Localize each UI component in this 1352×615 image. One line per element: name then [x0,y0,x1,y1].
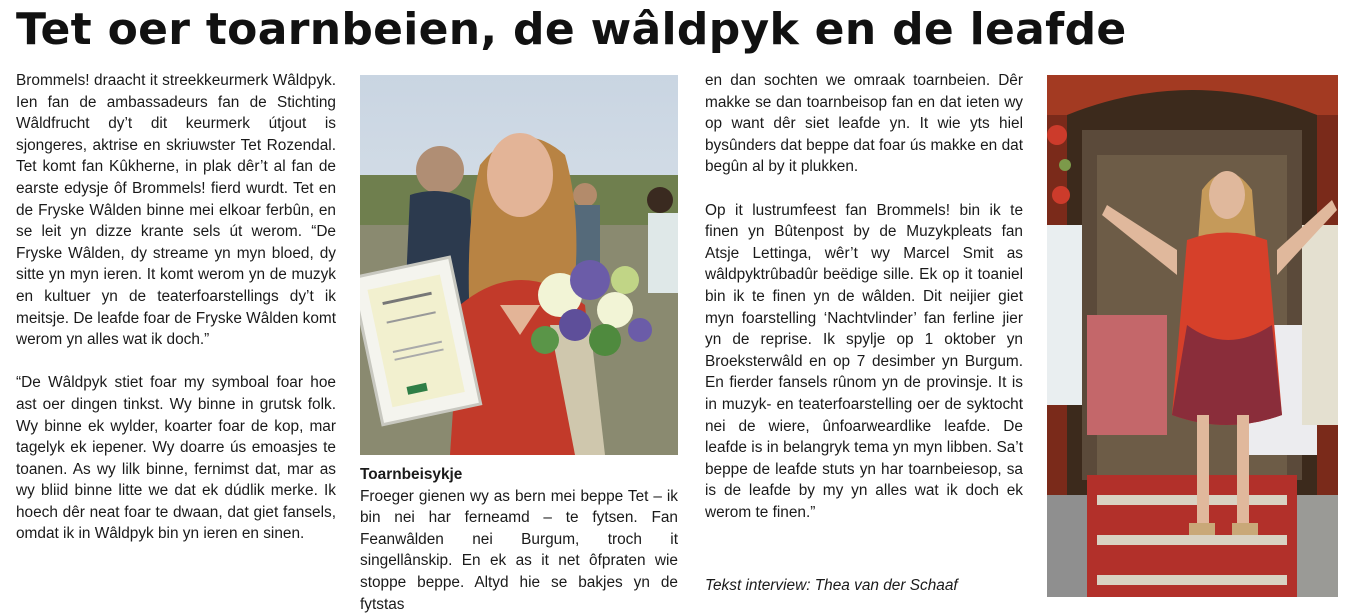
paragraph: Brommels! draacht it streekkeurmerk Wâldpyk. Ien fan de ambassadeurs fan de Stichting Wâldfrucht dy’t dit keurmerk útjout is sjongeres, aktrise en skriuwster Tet Rozendal. Tet komt fan Kûkherne, in plak dêr’t al fan de earste edysje ôf Brommels! fierd wurdt. Tet en de Fryske Wâlden binne mei elkoar ferbûn, en se leit yn dizze krante sels út werom. “De Fryske Wâlden, dy streame yn myn bloed, dy sitte yn myn ieren. It komt werom yn de muzyk en kultuer yn de teaterfoarstellings dy’t ik meitsje. De leafde foar de Fryske Wâlden komt werom yn alles wat ik doch.” [16,72,336,349]
photo-woman-certificate-bouquet [360,75,678,455]
section-subhead: Toarnbeisykje [360,466,463,483]
author-credit: Tekst interview: Thea van der Schaaf [705,577,958,594]
paragraph: “De Wâldpyk stiet foar my symboal foar hoe ast oer dingen tinkst. Wy binne in grutsk folk. Wy binne ek wylder, koarter foar de kop, mar tagelyk ek iepener. Wy doarre ús emoasjes te toanen. As wy lilk binne, fernimst dat, mar as wy bliid binne litte we dat ek dúdlik merke. Ik hoech dêr neat foar te dwaan, dat giet fansels, omdat ik in Wâldpyk bin yn ieren en sinen. [16,374,336,543]
paragraph: Op it lustrumfeest fan Brommels! bin ik te finen yn Bûtenpost by de Muzykpleats fan Atsje Lettinga, wêr’t wy Marcel Smit as wâldpyktrûbadûr beëdige sille. Ek op it toaniel bin ik te finen yn de wâlden. Dit neijier giet myn foarstelling ‘Nachtvlinder’ fan ferline jier yn de reprise. Ik spylje op 1 oktober yn Broeksterwâld en op 7 desimber yn Burgum. En fierder fansels rûnom yn de provinsje. It is in muzyk- en teaterfoarstelling oer de syktocht nei de wiere, ûnfoarweardlike leafde. De leafde is in belangryk tema yn myn libben. Sa’t beppe de leafde stuts yn har toarnbeiesop, sa is de leafde by my yn alles wat ik doch ek werom te finen.” [705,201,1023,521]
headline: Tet oer toarnbeien, de wâldpyk en de leafde [16,4,1127,55]
paragraph: en dan sochten we omraak toarnbeien. Dêr makke se dan toarnbeisop fan en dat ieten wy op want dêr siet leafde yn. It wie yts hiel bysûnders dat beppe dat foar ús makke en dat begûn al by it plukken. [705,72,1023,176]
article-column-2 [360,464,678,615]
paragraph: Froeger gienen wy as bern mei beppe Tet – ik bin nei har ferneamd – te fytsen. Fan Feanwâlden nei Burgum, troch it singellânskip. En ek as it net ôfpraten wie stoppe beppe. Altyd hie se bakjes yn de fytstas [360,487,678,613]
article-column-1 [16,70,336,545]
photo-woman-caravan [1047,75,1338,597]
article-column-3 [705,70,1023,523]
